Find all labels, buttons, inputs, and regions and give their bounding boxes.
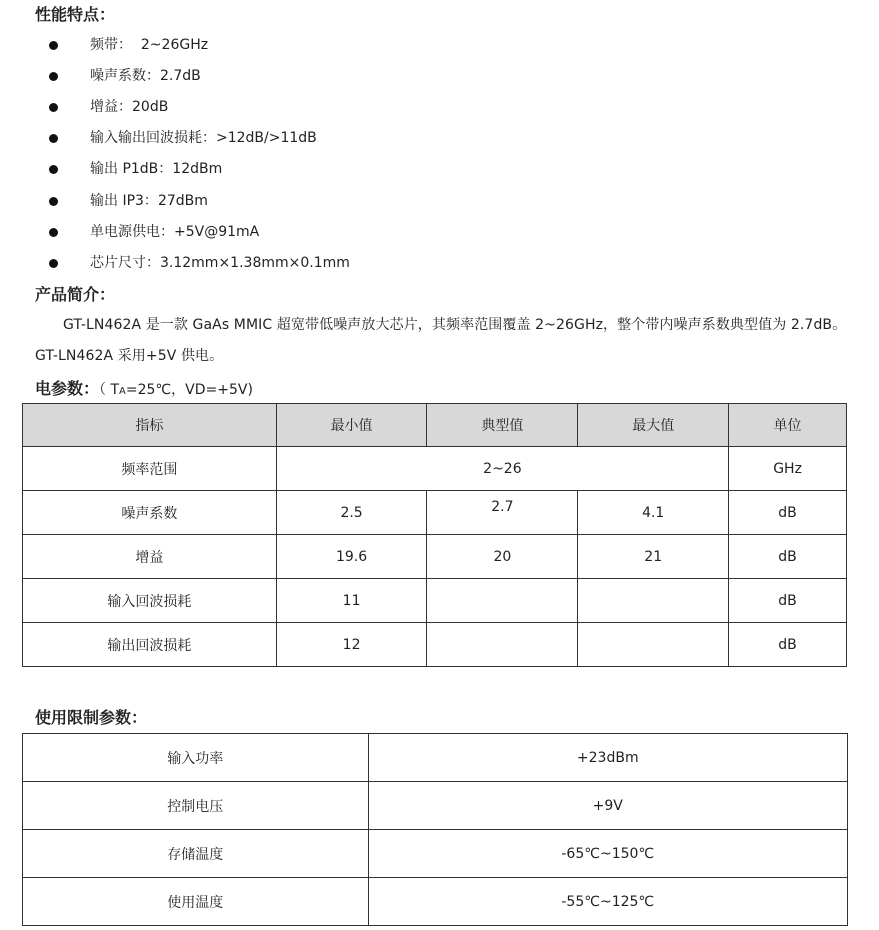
param-cell: 输入功率: [23, 734, 369, 782]
min-cell: 11: [276, 579, 427, 623]
max-cell: 21: [578, 535, 729, 579]
typ-value: 2.7: [491, 498, 514, 515]
feature-text: [90, 191, 208, 211]
table-row: [23, 491, 847, 535]
param-cell: 控制电压: [23, 782, 369, 830]
header-cell: 最大值: [578, 404, 729, 447]
feature-label: 输出 P1dB：: [90, 161, 173, 177]
electrical-heading-text: 电参数：: [35, 379, 100, 398]
unit-cell: dB: [729, 579, 847, 623]
feature-item: [0, 191, 879, 211]
header-cell: 典型值: [427, 404, 578, 447]
param-cell: 输出回波损耗: [23, 623, 277, 667]
feature-text: [90, 66, 201, 86]
feature-text: [90, 222, 259, 242]
typ-cell: [427, 579, 578, 623]
min-cell: 19.6: [276, 535, 427, 579]
table-row: [23, 782, 848, 830]
typ-cell: [427, 623, 578, 667]
electrical-heading: [35, 379, 253, 402]
param-cell: 使用温度: [23, 878, 369, 926]
table-row: [23, 535, 847, 579]
feature-text: [90, 35, 208, 55]
cond-rest: =25℃，VD=+5V): [125, 382, 253, 398]
bullet-icon: [49, 41, 58, 50]
electrical-table: [22, 403, 847, 667]
feature-item: [0, 159, 879, 179]
typ-cell: [427, 491, 578, 535]
table-header-row: [23, 404, 847, 447]
feature-text: [90, 253, 350, 273]
header-cell: 单位: [729, 404, 847, 447]
unit-cell: dB: [729, 623, 847, 667]
feature-label: 芯片尺寸：: [90, 255, 160, 271]
table-row: [23, 579, 847, 623]
unit-cell: GHz: [729, 447, 847, 491]
bullet-icon: [49, 165, 58, 174]
table-row: [23, 623, 847, 667]
intro-heading: 产品简介：: [35, 285, 116, 304]
unit-cell: dB: [729, 491, 847, 535]
feature-label: 单电源供电：: [90, 224, 174, 240]
table-row: [23, 830, 848, 878]
max-cell: [578, 579, 729, 623]
bullet-icon: [49, 197, 58, 206]
feature-label: 输入输出回波损耗：: [90, 130, 216, 146]
feature-label: 噪声系数：: [90, 68, 160, 84]
feature-value: 12dBm: [172, 161, 223, 177]
limits-heading: 使用限制参数：: [35, 708, 148, 727]
limits-table: [22, 733, 848, 926]
bullet-icon: [49, 259, 58, 268]
param-cell: 噪声系数: [23, 491, 277, 535]
feature-value: 2~26GHz: [132, 37, 209, 53]
feature-text: [90, 128, 317, 148]
value-cell: +9V: [368, 782, 847, 830]
bullet-icon: [49, 228, 58, 237]
feature-value: +5V@91mA: [174, 224, 260, 240]
min-cell: 12: [276, 623, 427, 667]
feature-label: 增益：: [90, 99, 132, 115]
typ-cell: 20: [427, 535, 578, 579]
table-row: [23, 447, 847, 491]
intro-paragraph: GT-LN462A 是一款 GaAs MMIC 超宽带低噪声放大芯片，其频率范围覆盖 2~26GHz，整个带内噪声系数典型值为 2.7dB。GT-LN462A 采用+5V 供电。: [35, 317, 847, 364]
feature-item: [0, 35, 879, 55]
feature-label: 频带：: [90, 37, 132, 53]
features-heading: 性能特点：: [35, 5, 116, 24]
feature-item: [0, 97, 879, 117]
feature-value: 20dB: [132, 99, 169, 115]
cond-subscript: A: [119, 386, 126, 397]
feature-item: [0, 128, 879, 148]
feature-text: [90, 97, 168, 117]
max-cell: 4.1: [578, 491, 729, 535]
feature-text: [90, 159, 222, 179]
bullet-icon: [49, 134, 58, 143]
param-cell: 增益: [23, 535, 277, 579]
header-cell: 最小值: [276, 404, 427, 447]
cond-open: （ T: [99, 382, 120, 398]
value-cell: -55℃~125℃: [368, 878, 847, 926]
header-cell: 指标: [23, 404, 277, 447]
value-cell: -65℃~150℃: [368, 830, 847, 878]
param-cell: 存储温度: [23, 830, 369, 878]
param-cell: 频率范围: [23, 447, 277, 491]
feature-value: 27dBm: [157, 193, 208, 209]
feature-item: [0, 66, 879, 86]
param-cell: 输入回波损耗: [23, 579, 277, 623]
bullet-icon: [49, 72, 58, 81]
table-row: [23, 734, 848, 782]
feature-item: [0, 222, 879, 242]
table-row: [23, 878, 848, 926]
feature-item: [0, 253, 879, 273]
max-cell: [578, 623, 729, 667]
min-cell: 2.5: [276, 491, 427, 535]
value-cell: +23dBm: [368, 734, 847, 782]
feature-value: 2.7dB: [160, 68, 201, 84]
range-cell: 2~26: [276, 447, 728, 491]
electrical-conditions: [99, 382, 253, 398]
unit-cell: dB: [729, 535, 847, 579]
bullet-icon: [49, 103, 58, 112]
feature-label: 输出 IP3：: [90, 193, 158, 209]
feature-value: >12dB/>11dB: [216, 130, 317, 146]
feature-value: 3.12mm×1.38mm×0.1mm: [160, 255, 350, 271]
